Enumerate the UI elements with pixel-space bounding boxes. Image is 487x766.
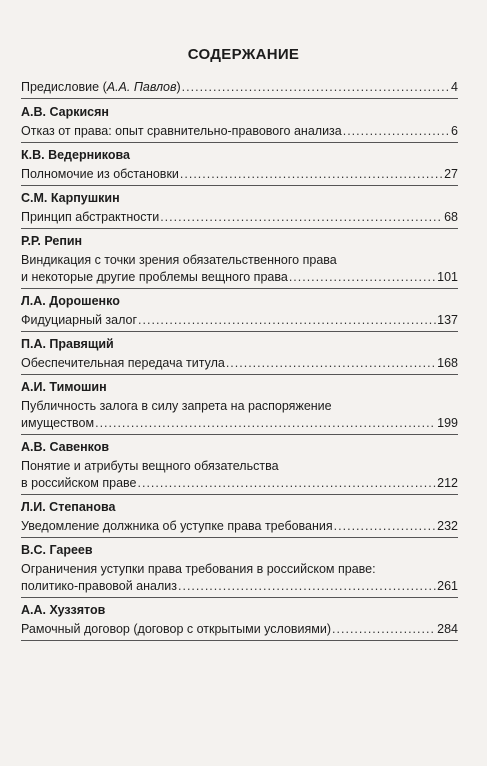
divider: [21, 434, 458, 435]
toc-title-text: в российском праве: [21, 476, 137, 490]
toc-title-line: [21, 312, 458, 329]
toc-title-line: [21, 475, 458, 492]
page-number: 284: [437, 622, 458, 636]
toc-title-line: [21, 79, 458, 96]
toc-title-text: и некоторые другие проблемы вещного права: [21, 270, 288, 284]
page-number: 101: [437, 270, 458, 284]
toc-title-text: имуществом: [21, 416, 95, 430]
divider: [21, 142, 458, 143]
toc-title-line: [21, 561, 458, 578]
leader-dots: [160, 209, 443, 226]
leader-dots: [95, 415, 436, 432]
toc-title-line: [21, 415, 458, 432]
leader-dots: [334, 518, 436, 535]
toc-entry: [21, 543, 458, 598]
toc-author: К.В. Ведерникова: [21, 148, 131, 162]
page-number: 168: [437, 356, 458, 370]
divider: [21, 494, 458, 495]
toc-title-line: [21, 209, 458, 226]
leader-dots: [343, 123, 450, 140]
preface-label-prefix: Предисловие (: [21, 80, 107, 94]
toc-title-text: Виндикация с точки зрения обязательственного права: [21, 253, 337, 267]
toc-entry: [21, 191, 458, 229]
preface-label-suffix: ): [176, 80, 181, 94]
toc-title-text: Понятие и атрибуты вещного обязательства: [21, 459, 279, 473]
toc-entry: [21, 603, 458, 641]
page-number: 4: [451, 80, 458, 94]
toc-title-line: [21, 518, 458, 535]
toc-entry: [21, 337, 458, 375]
leader-dots: [138, 475, 437, 492]
toc-title-line: [21, 252, 458, 269]
toc-title-text: Уведомление должника об уступке права требования: [21, 519, 333, 533]
toc-title-line: [21, 578, 458, 595]
toc-title-line: [21, 269, 458, 286]
toc-title-line: [21, 621, 458, 638]
toc-author: Р.Р. Репин: [21, 234, 83, 248]
leader-dots: [178, 578, 436, 595]
toc-author: П.А. Правящий: [21, 337, 114, 351]
toc-title-line: [21, 398, 458, 415]
toc-title-text: политико-правовой анализ: [21, 579, 177, 593]
page-number: 199: [437, 416, 458, 430]
toc-author: А.В. Саркисян: [21, 105, 109, 119]
toc-title-text: Фидуциарный залог: [21, 313, 138, 327]
toc-title-line: [21, 123, 458, 140]
toc-author: В.С. Гареев: [21, 543, 93, 557]
toc-title-text: Рамочный договор (договор с открытыми условиями): [21, 622, 332, 636]
toc-entry: [21, 105, 458, 143]
page-number: 27: [444, 167, 458, 181]
toc-author: А.А. Хуззятов: [21, 603, 106, 617]
toc-title-text: Публичность залога в силу запрета на распоряжение: [21, 399, 332, 413]
leader-dots: [289, 269, 436, 286]
toc-title-line: [21, 355, 458, 372]
page-number: 212: [437, 476, 458, 490]
divider: [21, 228, 458, 229]
page-title: СОДЕРЖАНИЕ: [187, 46, 300, 63]
leader-dots: [182, 79, 450, 96]
leader-dots: [138, 312, 436, 329]
toc-entry: [21, 500, 458, 538]
divider: [21, 98, 458, 99]
toc-title-line: [21, 166, 458, 183]
page-number: 6: [451, 124, 458, 138]
divider: [21, 288, 458, 289]
toc-entry: [21, 148, 458, 186]
toc-title-text: Обеспечительная передача титула: [21, 356, 225, 370]
page-number: 261: [437, 579, 458, 593]
toc-title-text: Ограничения уступки права требования в российском праве:: [21, 562, 376, 576]
page-number: 68: [444, 210, 458, 224]
preface-author: А.А. Павлов: [106, 80, 177, 94]
toc-entry-preface: [21, 79, 458, 99]
toc-author: А.В. Савенков: [21, 440, 110, 454]
toc-title-text: Полномочие из обстановки: [21, 167, 179, 181]
divider: [21, 537, 458, 538]
toc-entry: [21, 440, 458, 495]
toc-entry: [21, 380, 458, 435]
toc-title-text: Принцип абстрактности: [21, 210, 160, 224]
leader-dots: [332, 621, 436, 638]
leader-dots: [180, 166, 443, 183]
divider: [21, 597, 458, 598]
toc-entry: [21, 234, 458, 289]
toc-entry: [21, 294, 458, 332]
toc-author: С.М. Карпушкин: [21, 191, 120, 205]
page-number: 232: [437, 519, 458, 533]
toc-author: А.И. Тимошин: [21, 380, 107, 394]
divider: [21, 185, 458, 186]
page-number: 137: [437, 313, 458, 327]
divider: [21, 640, 458, 641]
toc-entries: [21, 105, 458, 641]
table-of-contents: [21, 79, 458, 646]
leader-dots: [226, 355, 436, 372]
toc-author: Л.И. Степанова: [21, 500, 116, 514]
divider: [21, 331, 458, 332]
toc-title-line: [21, 458, 458, 475]
toc-title-text: Отказ от права: опыт сравнительно-правового анализа: [21, 124, 342, 138]
toc-author: Л.А. Дорошенко: [21, 294, 120, 308]
divider: [21, 374, 458, 375]
